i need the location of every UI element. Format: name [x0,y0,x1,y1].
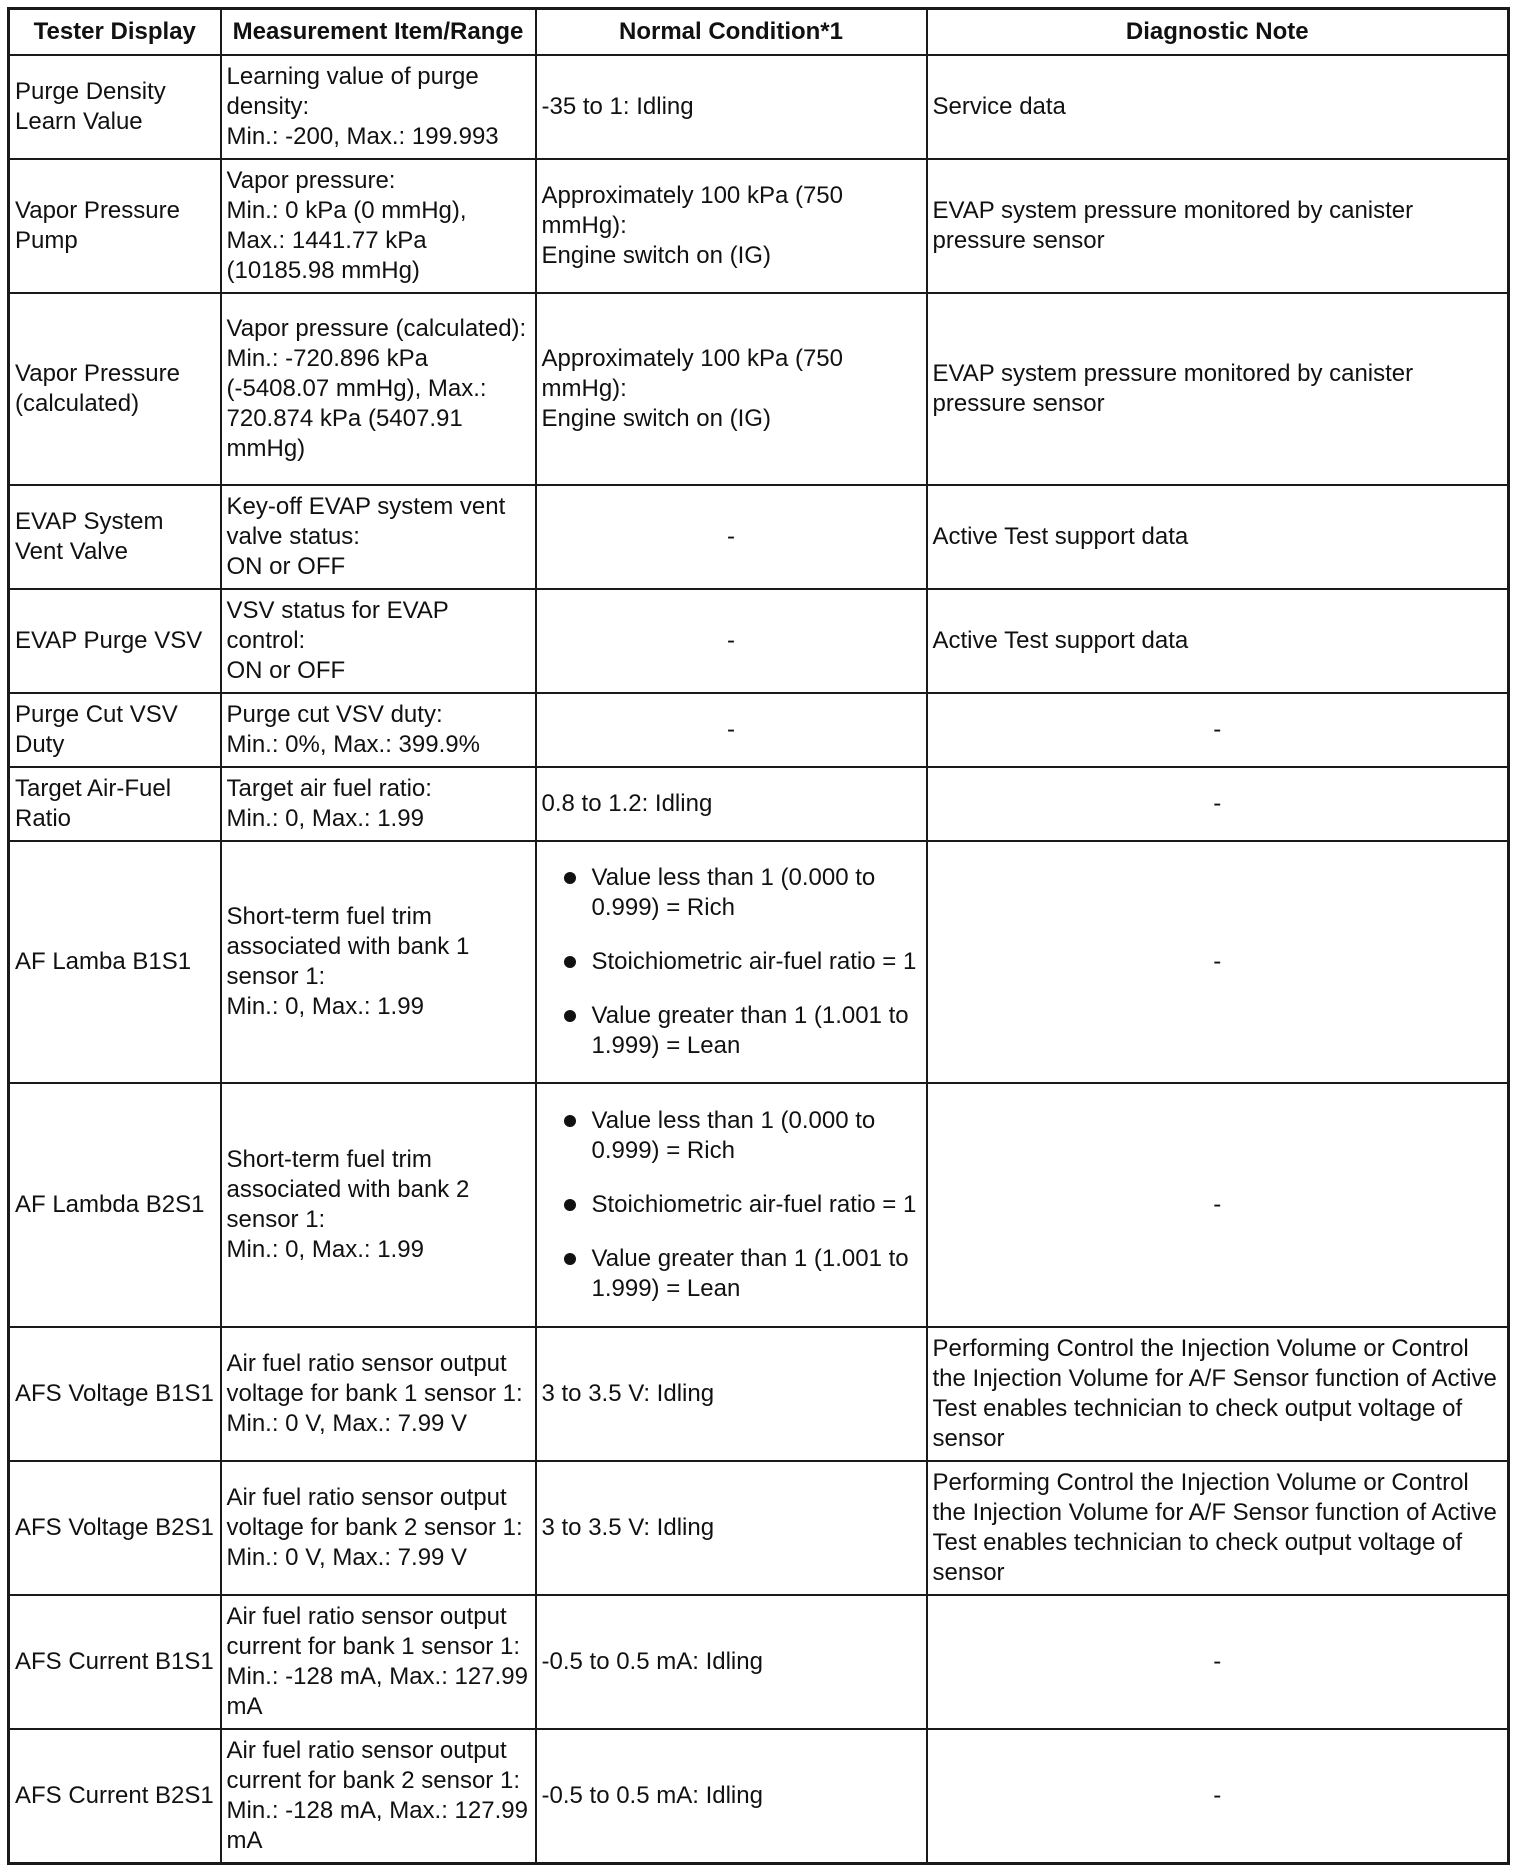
normal-condition-value: Approximately 100 kPa (750 mmHg): [541,345,843,402]
measurement-cell [221,1461,536,1595]
diagnostic-note-cell: - [927,1083,1509,1327]
tester-display-cell: AFS Voltage B2S1 [9,1461,221,1595]
table-row [9,293,1509,485]
measurement-label: Key-off EVAP system vent valve status: [226,493,506,550]
bullet-list [542,863,921,1061]
measurement-range: Min.: 0, Max.: 1.99 [226,993,424,1020]
normal-condition-cell [536,159,927,293]
normal-condition-state: Engine switch on (IG) [541,405,771,432]
table-row [9,1083,1509,1327]
data-list-table [7,7,1510,1865]
table-row [9,485,1509,589]
measurement-cell [221,1595,536,1729]
measurement-label: Purge cut VSV duty: [226,701,443,728]
bullet-list [542,1106,921,1304]
header-diagnostic-note: Diagnostic Note [927,9,1509,56]
measurement-label: Short-term fuel trim associated with bank 2 sensor 1: [226,1146,470,1233]
tester-display-cell: Purge Density Learn Value [9,55,221,159]
tester-display-cell: AF Lamba B1S1 [9,841,221,1083]
table-row [9,159,1509,293]
bullet-item: Stoichiometric air-fuel ratio = 1 [542,1190,921,1220]
measurement-range: Min.: 0, Max.: 1.99 [226,1236,424,1263]
tester-display-cell: Vapor Pressure Pump [9,159,221,293]
measurement-range: Min.: 0%, Max.: 399.9% [226,731,480,758]
table-row [9,1327,1509,1461]
normal-condition-cell: 3 to 3.5 V: Idling [536,1327,927,1461]
measurement-label: Air fuel ratio sensor output voltage for bank 1 sensor 1: [226,1350,523,1407]
bullet-item: Value greater than 1 (1.001 to 1.999) = Lean [542,1001,921,1061]
normal-condition-cell: - [536,589,927,693]
diagnostic-note-cell: - [927,1595,1509,1729]
diagnostic-note-cell: Performing Control the Injection Volume or Control the Injection Volume for A/F Sensor function of Active Test enables technician to check output voltage of sensor [927,1461,1509,1595]
measurement-cell [221,55,536,159]
measurement-range: ON or OFF [226,657,346,684]
measurement-label: Air fuel ratio sensor output current for bank 1 sensor 1: [226,1603,520,1660]
normal-condition-state: Engine switch on (IG) [541,242,771,269]
tester-display-cell: EVAP Purge VSV [9,589,221,693]
tester-display-cell: AF Lambda B2S1 [9,1083,221,1327]
normal-condition-cell: -0.5 to 0.5 mA: Idling [536,1595,927,1729]
normal-condition-cell: -35 to 1: Idling [536,55,927,159]
normal-condition-cell [536,841,927,1083]
bullet-item: Value greater than 1 (1.001 to 1.999) = Lean [542,1244,921,1304]
table-row [9,1461,1509,1595]
diagnostic-note-cell: EVAP system pressure monitored by canister pressure sensor [927,159,1509,293]
diagnostic-note-cell: - [927,1729,1509,1864]
measurement-cell [221,1083,536,1327]
measurement-label: Vapor pressure: [226,167,396,194]
measurement-cell [221,1327,536,1461]
tester-display-cell: Purge Cut VSV Duty [9,693,221,767]
tester-display-cell: AFS Current B2S1 [9,1729,221,1864]
diagnostic-note-cell: Active Test support data [927,485,1509,589]
normal-condition-cell: 3 to 3.5 V: Idling [536,1461,927,1595]
measurement-cell [221,693,536,767]
bullet-item: Value less than 1 (0.000 to 0.999) = Rich [542,863,921,923]
measurement-label: Learning value of purge density: [226,63,479,120]
measurement-range: Min.: 0 V, Max.: 7.99 V [226,1544,468,1571]
measurement-cell [221,1729,536,1864]
table-row [9,55,1509,159]
diagnostic-note-cell: - [927,841,1509,1083]
measurement-range: Min.: -128 mA, Max.: 127.99 mA [226,1663,528,1720]
measurement-cell [221,767,536,841]
normal-condition-value: Approximately 100 kPa (750 mmHg): [541,182,843,239]
measurement-cell [221,293,536,485]
diagnostic-note-cell: EVAP system pressure monitored by canister pressure sensor [927,293,1509,485]
diagnostic-note-cell: - [927,767,1509,841]
tester-display-cell: AFS Current B1S1 [9,1595,221,1729]
table-row [9,841,1509,1083]
tester-display-cell: AFS Voltage B1S1 [9,1327,221,1461]
table-row [9,693,1509,767]
measurement-label: Air fuel ratio sensor output current for bank 2 sensor 1: [226,1737,520,1794]
normal-condition-cell: -0.5 to 0.5 mA: Idling [536,1729,927,1864]
measurement-range: Min.: 0, Max.: 1.99 [226,805,424,832]
measurement-range: Min.: -720.896 kPa (-5408.07 mmHg), Max.: 720.874 kPa (5407.91 mmHg) [226,345,487,462]
bullet-item: Value less than 1 (0.000 to 0.999) = Rich [542,1106,921,1166]
measurement-label: VSV status for EVAP control: [226,597,449,654]
table-row [9,589,1509,693]
measurement-range: Min.: -128 mA, Max.: 127.99 mA [226,1797,528,1854]
measurement-cell [221,485,536,589]
normal-condition-cell: 0.8 to 1.2: Idling [536,767,927,841]
normal-condition-cell [536,293,927,485]
measurement-range: Min.: 0 V, Max.: 7.99 V [226,1410,468,1437]
header-measurement-item: Measurement Item/Range [221,9,536,56]
measurement-label: Air fuel ratio sensor output voltage for bank 2 sensor 1: [226,1484,523,1541]
measurement-cell [221,841,536,1083]
diagnostic-note-cell: - [927,693,1509,767]
header-normal-condition: Normal Condition*1 [536,9,927,56]
tester-display-cell: Vapor Pressure (calculated) [9,293,221,485]
header-tester-display: Tester Display [9,9,221,56]
diagnostic-note-cell: Active Test support data [927,589,1509,693]
tester-display-cell: EVAP System Vent Valve [9,485,221,589]
measurement-cell [221,589,536,693]
measurement-range: ON or OFF [226,553,346,580]
measurement-cell [221,159,536,293]
diagnostic-note-cell: Service data [927,55,1509,159]
normal-condition-cell [536,1083,927,1327]
measurement-range: Min.: -200, Max.: 199.993 [226,123,499,150]
table-row [9,1729,1509,1864]
normal-condition-cell: - [536,485,927,589]
header-row [9,9,1509,56]
measurement-label: Target air fuel ratio: [226,775,432,802]
measurement-label: Vapor pressure (calculated): [226,315,527,342]
tester-display-cell: Target Air-Fuel Ratio [9,767,221,841]
diagnostic-note-cell: Performing Control the Injection Volume or Control the Injection Volume for A/F Sensor function of Active Test enables technician to check output voltage of sensor [927,1327,1509,1461]
normal-condition-cell: - [536,693,927,767]
table-row [9,1595,1509,1729]
bullet-item: Stoichiometric air-fuel ratio = 1 [542,947,921,977]
measurement-label: Short-term fuel trim associated with bank 1 sensor 1: [226,903,470,990]
measurement-range: Min.: 0 kPa (0 mmHg), Max.: 1441.77 kPa (10185.98 mmHg) [226,197,467,284]
table-row [9,767,1509,841]
